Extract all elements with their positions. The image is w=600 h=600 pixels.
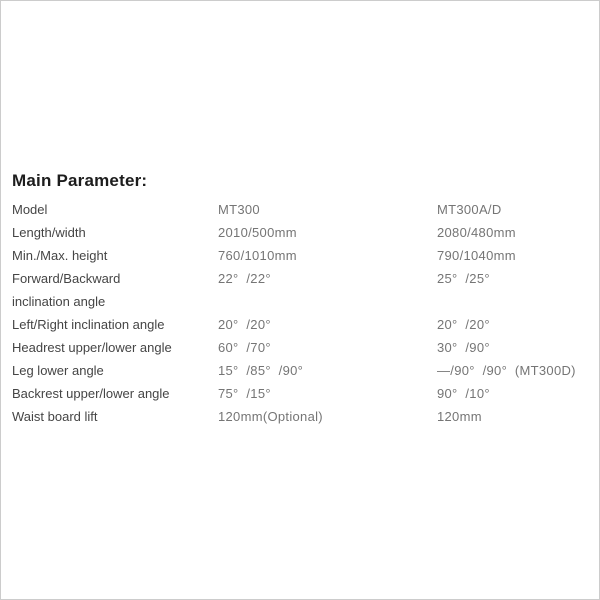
row-label: Min./Max. height (12, 248, 108, 263)
table-row-forward-backward (0, 267, 600, 313)
mt300-value: 120mm(Optional) (218, 409, 323, 424)
mt300-value: MT300 (218, 202, 260, 217)
row-label: Length/width (12, 225, 86, 240)
row-label-line1: Forward/Backward (12, 271, 121, 286)
row-label: Leg lower angle (12, 363, 104, 378)
mt300ad-value: 2080/480mm (437, 225, 516, 240)
table-row-min-max-height (0, 244, 600, 267)
mt300ad-value: 25° /25° (437, 271, 490, 286)
row-label: Model (12, 202, 48, 217)
table-row-leg-lower (0, 359, 600, 382)
mt300-value: 60° /70° (218, 340, 271, 355)
mt300-value: 22° /22° (218, 271, 271, 286)
mt300-value: 2010/500mm (218, 225, 297, 240)
mt300-value: 20° /20° (218, 317, 271, 332)
table-row-model (0, 198, 600, 221)
mt300-value: 760/1010mm (218, 248, 297, 263)
mt300ad-value: 90° /10° (437, 386, 490, 401)
row-label: Waist board lift (12, 409, 98, 424)
mt300ad-value: 30° /90° (437, 340, 490, 355)
page-title: Main Parameter: (12, 171, 148, 190)
table-row-headrest (0, 336, 600, 359)
table-row-waist-board (0, 405, 600, 428)
mt300ad-value: 120mm (437, 409, 482, 424)
table-row-length-width (0, 221, 600, 244)
row-label: Backrest upper/lower angle (12, 386, 170, 401)
row-label-line2: inclination angle (12, 294, 106, 309)
spec-table (0, 198, 600, 428)
table-row-left-right (0, 313, 600, 336)
row-label: Headrest upper/lower angle (12, 340, 172, 355)
mt300ad-value: —/90° /90° (MT300D) (437, 363, 576, 378)
row-label: Left/Right inclination angle (12, 317, 165, 332)
mt300-value: 15° /85° /90° (218, 363, 304, 378)
mt300ad-value: 20° /20° (437, 317, 490, 332)
mt300-value: 75° /15° (218, 386, 271, 401)
table-row-backrest (0, 382, 600, 405)
mt300ad-value: 790/1040mm (437, 248, 516, 263)
row-label (0, 267, 218, 313)
mt300ad-value: MT300A/D (437, 202, 502, 217)
